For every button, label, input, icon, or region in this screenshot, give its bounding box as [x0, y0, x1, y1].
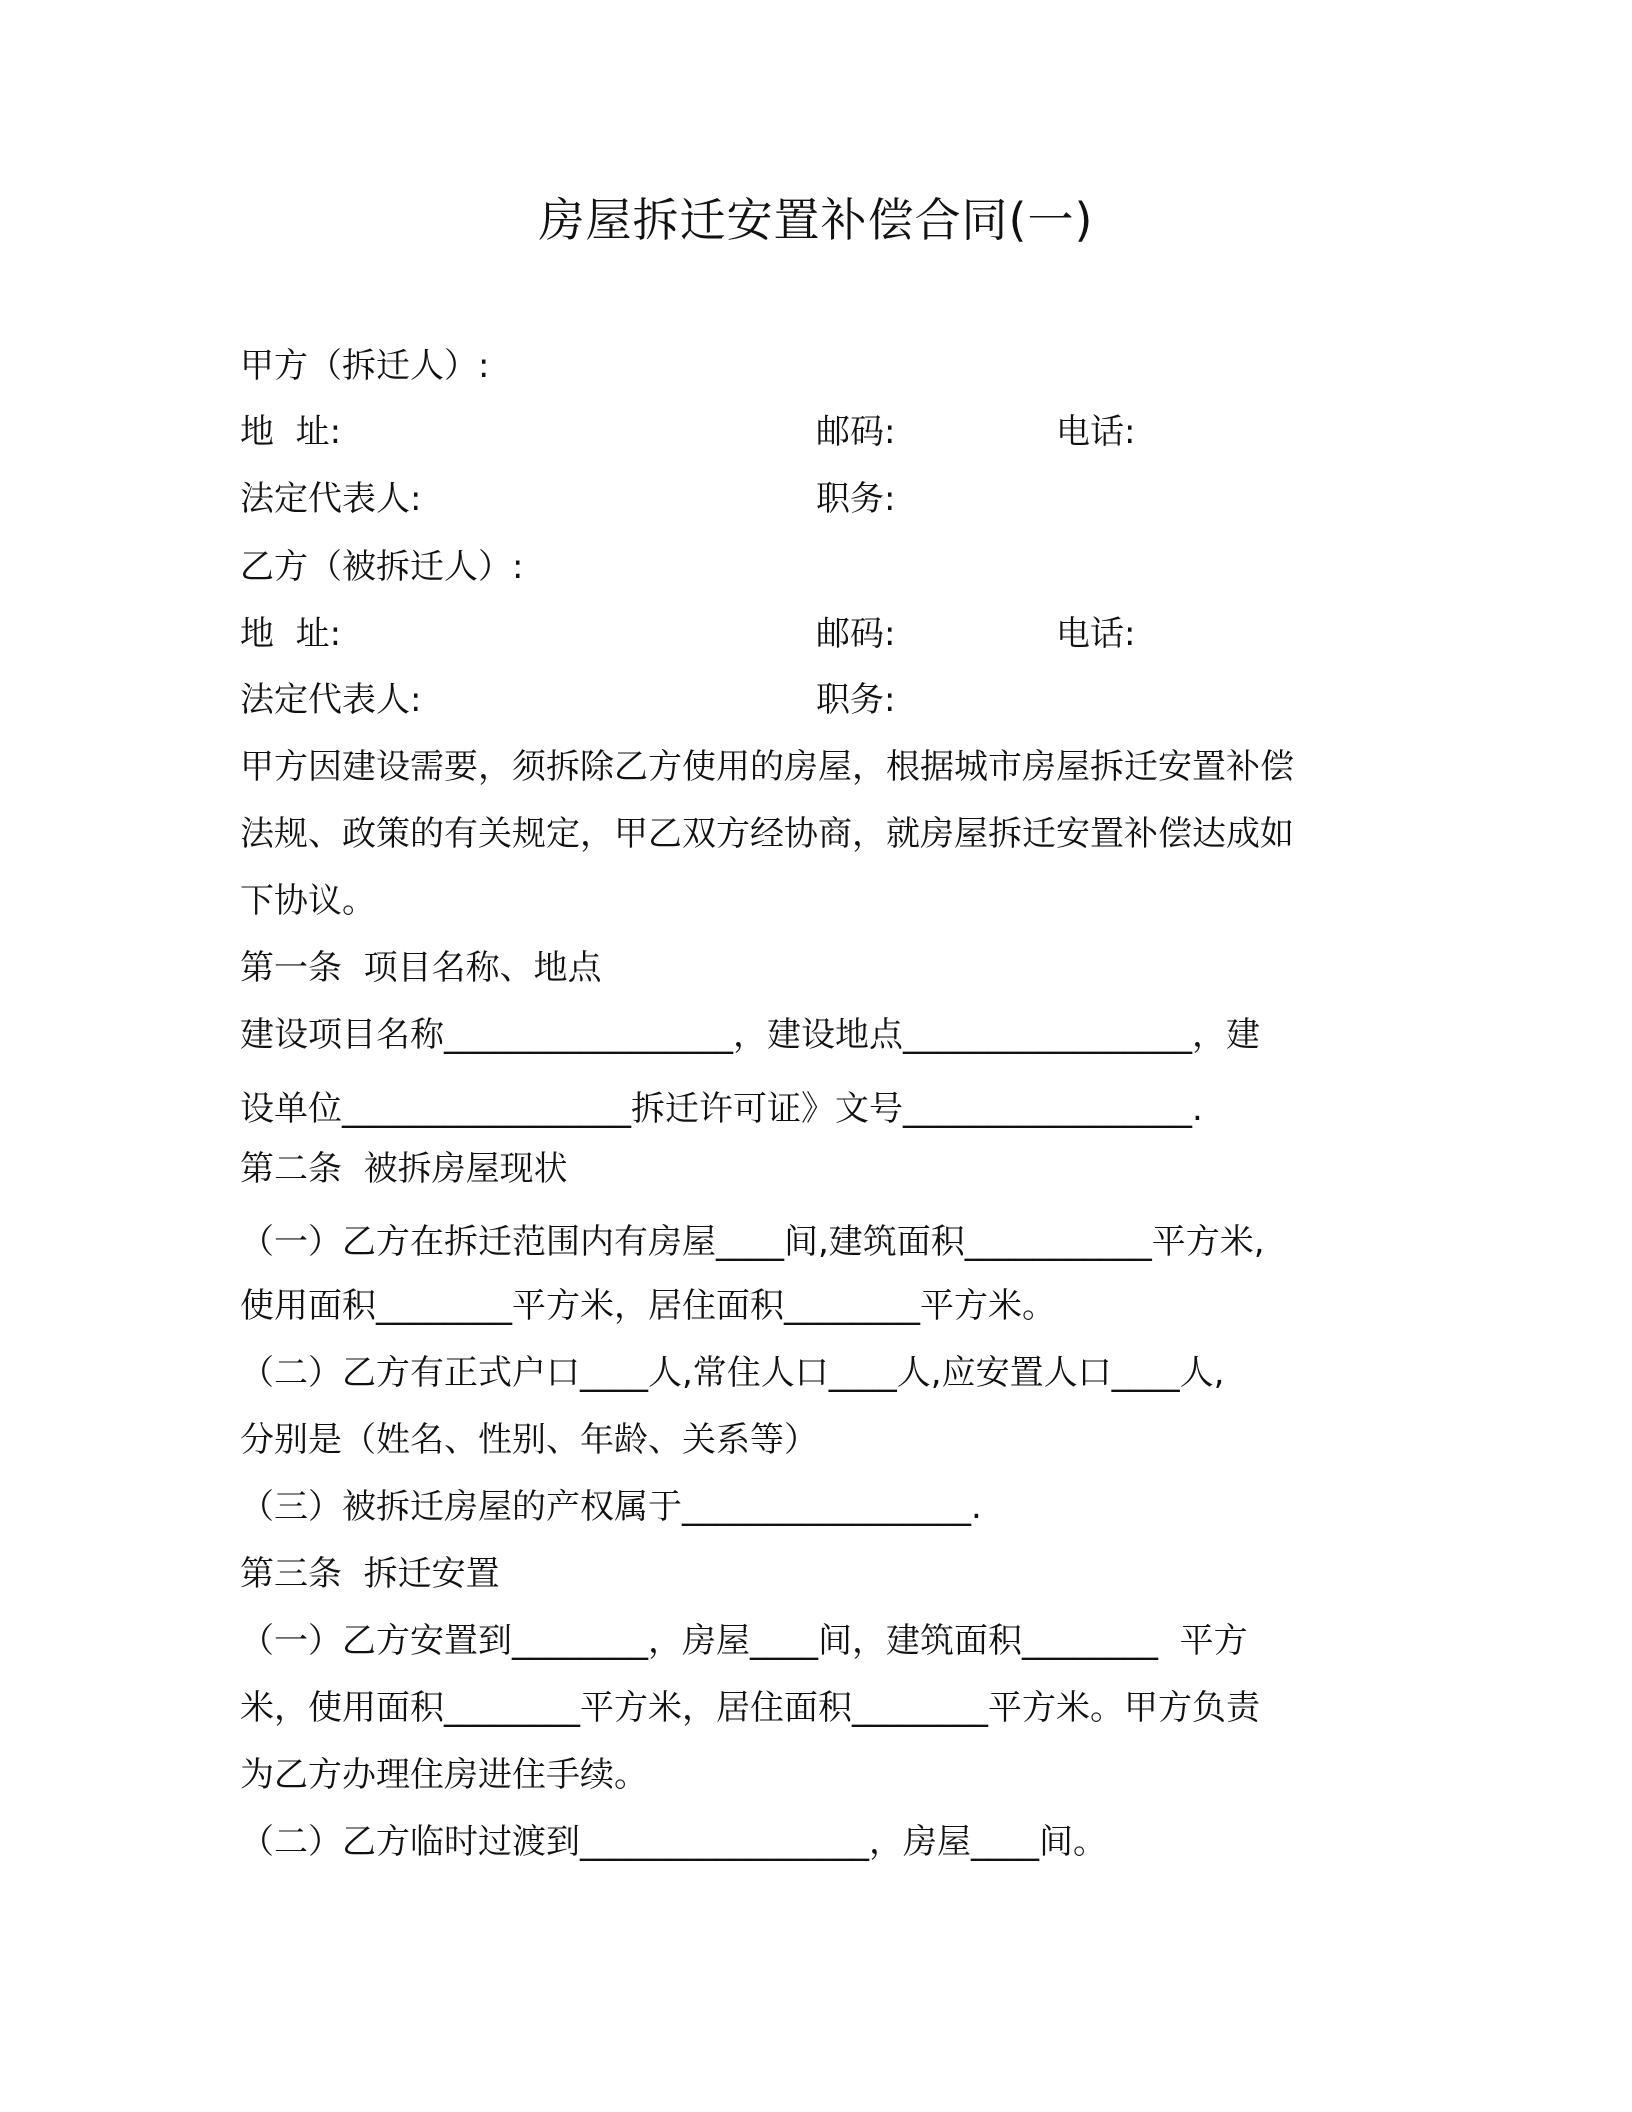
party-a-heading: 甲方（拆迁人）:: [240, 346, 490, 386]
article3-heading: 第三条 拆迁安置: [240, 1554, 500, 1594]
party-b-contact-row: [240, 611, 1385, 657]
document-title: 房屋拆迁安置补偿合同(一): [538, 193, 1094, 247]
party-b-position-label: 职务:: [816, 680, 896, 720]
party-b-postcode-label: 邮码:: [816, 614, 896, 654]
intro-line-2: 法规、政策的有关规定，甲乙双方经协商，就房屋拆迁安置补偿达成如: [240, 814, 1294, 854]
party-a-position-label: 职务:: [816, 479, 896, 519]
article1-line-2: 设单位_________________拆迁许可证》文号_________________.: [240, 1089, 1203, 1129]
article3-line-1: （一）乙方安置到________，房屋____间，建筑面积________ 平方: [240, 1621, 1248, 1661]
party-a-rep-label: 法定代表人:: [240, 479, 422, 519]
article2-heading: 第二条 被拆房屋现状: [240, 1149, 568, 1189]
party-a-rep-row: [240, 476, 1385, 522]
party-b-phone-label: 电话:: [1056, 614, 1136, 654]
article3-line-4: （二）乙方临时过渡到_________________，房屋____间。: [240, 1822, 1107, 1862]
article2-line-2: 使用面积________平方米，居住面积________平方米。: [240, 1286, 1056, 1326]
party-b-rep-row: [240, 677, 1385, 723]
article1-line-1: 建设项目名称_________________，建设地点_________________，建: [240, 1015, 1260, 1055]
article2-line-3: （二）乙方有正式户口____人,常住人口____人,应安置人口____人,: [240, 1353, 1225, 1393]
intro-line-1: 甲方因建设需要，须拆除乙方使用的房屋，根据城市房屋拆迁安置补偿: [240, 747, 1294, 787]
party-a-postcode-label: 邮码:: [816, 412, 896, 452]
party-b-address-label: 地 址:: [240, 614, 342, 654]
party-b-rep-label: 法定代表人:: [240, 680, 422, 720]
party-a-phone-label: 电话:: [1056, 412, 1136, 452]
article1-heading: 第一条 项目名称、地点: [240, 948, 602, 988]
article2-line-5: （三）被拆迁房屋的产权属于_________________.: [240, 1487, 982, 1527]
article2-line-1: （一）乙方在拆迁范围内有房屋____间,建筑面积___________平方米,: [240, 1222, 1265, 1262]
party-b-heading: 乙方（被拆迁人）:: [240, 547, 524, 587]
intro-line-3: 下协议。: [240, 881, 376, 921]
party-a-contact-row: [240, 409, 1385, 455]
party-a-address-label: 地 址:: [240, 412, 342, 452]
article3-line-3: 为乙方办理住房进住手续。: [240, 1755, 648, 1795]
article2-line-4: 分别是（姓名、性别、年龄、关系等）: [240, 1420, 818, 1460]
article3-line-2: 米，使用面积________平方米，居住面积________平方米。甲方负责: [240, 1688, 1260, 1728]
